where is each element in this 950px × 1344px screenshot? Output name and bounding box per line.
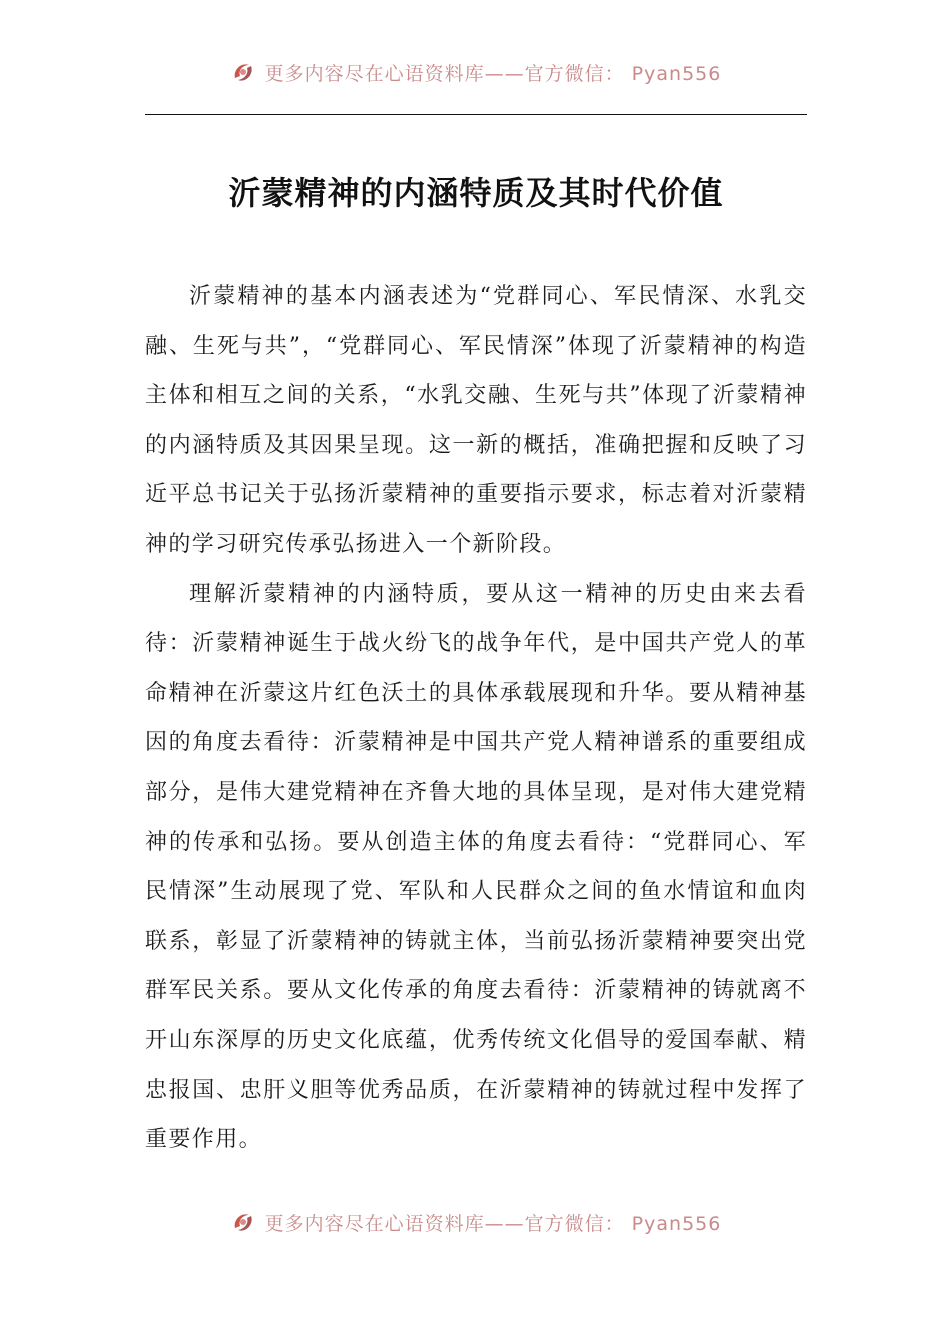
header-divider [145, 114, 807, 115]
page-header-watermark [0, 52, 950, 92]
paragraph-1: 沂蒙精神的基本内涵表述为“党群同心、军民情深、水乳交融、生死与共”，“党群同心、军民情深”体现了沂蒙精神的构造主体和相互之间的关系，“水乳交融、生死与共”体现了沂蒙精神的内涵特质及其因果呈现。这一新的概括，准确把握和反映了习近平总书记关于弘扬沂蒙精神的重要指示要求，标志着对沂蒙精神的学习研究传承弘扬进入一个新阶段。 [145, 284, 807, 557]
document-title: 沂蒙精神的内涵特质及其时代价值 [228, 174, 724, 212]
paragraph-2: 理解沂蒙精神的内涵特质，要从这一精神的历史由来去看待：沂蒙精神诞生于战火纷飞的战争年代，是中国共产党人的革命精神在沂蒙这片红色沃土的具体承载展现和升华。要从精神基因的角度去看待：沂蒙精神是中国共产党人精神谱系的重要组成部分，是伟大建党精神在齐鲁大地的具体呈现，是对伟大建党精神的传承和弘扬。要从创造主体的角度去看待：“党群同心、军民情深”生动展现了党、军队和人民群众之间的鱼水情谊和血肉联系，彰显了沂蒙精神的铸就主体，当前弘扬沂蒙精神要突出党群军民关系。要从文化传承的角度去看待：沂蒙精神的铸就离不开山东深厚的历史文化底蕴，优秀传统文化倡导的爱国奉献、精忠报国、忠肝义胆等优秀品质，在沂蒙精神的铸就过程中发挥了重要作用。 [145, 581, 807, 1153]
page-footer-watermark [0, 1204, 950, 1240]
header-watermark-text: 更多内容尽在心语资料库——官方微信： Pyan556 [264, 62, 722, 85]
footer-watermark-text: 更多内容尽在心语资料库——官方微信： Pyan556 [264, 1212, 722, 1235]
document-body [145, 272, 807, 1165]
red-swirl-logo-icon [229, 1208, 257, 1236]
red-swirl-logo-icon [229, 58, 257, 86]
